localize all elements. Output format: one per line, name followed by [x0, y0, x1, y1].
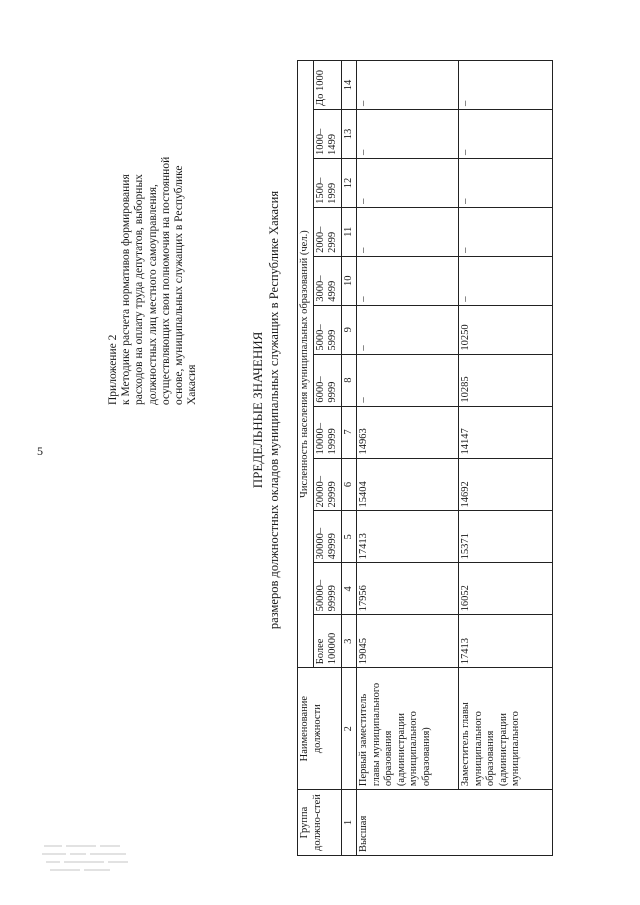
value-cell: 14147: [459, 406, 553, 458]
faded-stamp-mark: [40, 840, 140, 880]
range-header: 5000– 5999: [313, 305, 341, 354]
value-cell: –: [357, 110, 459, 159]
value-cell: 17413: [459, 615, 553, 668]
value-cell: –: [459, 61, 553, 110]
column-number: 14: [341, 61, 357, 110]
group-cell: Высшая: [357, 790, 553, 856]
range-header: Более 100000: [313, 615, 341, 668]
value-cell: –: [459, 158, 553, 207]
column-number: 4: [341, 563, 357, 615]
value-cell: 15404: [357, 458, 459, 511]
range-header: 3000– 4999: [313, 256, 341, 305]
column-number: 10: [341, 256, 357, 305]
value-cell: 19045: [357, 615, 459, 668]
group-header: Группа должно-стей: [298, 790, 342, 856]
value-cell: –: [357, 256, 459, 305]
salary-table: [297, 60, 553, 856]
range-header: 20000– 29999: [313, 458, 341, 511]
value-cell: 15371: [459, 511, 553, 563]
table-row: [357, 61, 459, 856]
column-number: 13: [341, 110, 357, 159]
value-cell: –: [459, 207, 553, 256]
position-cell: Заместитель главы муниципального образования (администрации муниципального: [459, 668, 553, 790]
range-header: 10000– 19999: [313, 406, 341, 458]
value-cell: –: [357, 354, 459, 406]
annex-line: Приложение 2: [107, 334, 119, 405]
value-cell: 14963: [357, 406, 459, 458]
value-cell: –: [459, 110, 553, 159]
value-cell: 10250: [459, 305, 553, 354]
column-number: 9: [341, 305, 357, 354]
value-cell: 16052: [459, 563, 553, 615]
annex-note: [107, 105, 199, 405]
stamp-graphic: [40, 840, 140, 880]
value-cell: –: [357, 305, 459, 354]
value-cell: –: [357, 207, 459, 256]
column-number: 6: [341, 458, 357, 511]
range-header: 50000– 99999: [313, 563, 341, 615]
column-number: 11: [341, 207, 357, 256]
annex-line: Хакасия: [186, 364, 199, 405]
range-header: До 1000: [313, 61, 341, 110]
value-cell: –: [459, 256, 553, 305]
range-header: 1000– 1499: [313, 110, 341, 159]
annex-line: должностных лиц местного самоуправления,: [146, 184, 159, 405]
population-header: Численность населения муниципальных образований (чел.): [298, 61, 314, 668]
header-row: [298, 61, 314, 856]
value-cell: 10285: [459, 354, 553, 406]
range-header: 30000– 49999: [313, 511, 341, 563]
annex-line: к Методике расчета нормативов формирования: [120, 174, 133, 405]
page-number: 5: [37, 444, 43, 458]
value-cell: 17413: [357, 511, 459, 563]
position-header: Наименование должности: [298, 668, 342, 790]
table-row: [459, 61, 553, 856]
column-number: 1: [341, 790, 357, 856]
range-header: 2000– 2999: [313, 207, 341, 256]
column-number: 2: [341, 668, 357, 790]
title-main: ПРЕДЕЛЬНЫЕ ЗНАЧЕНИЯ: [250, 331, 265, 489]
column-number: 8: [341, 354, 357, 406]
column-number: 3: [341, 615, 357, 668]
value-cell: –: [357, 61, 459, 110]
annex-line: расходов на оплату труда депутатов, выборных: [133, 174, 146, 405]
value-cell: 17956: [357, 563, 459, 615]
annex-line: основе, муниципальных служащих в Республике: [173, 165, 186, 405]
range-header: 6000– 9999: [313, 354, 341, 406]
range-header: 1500– 1999: [313, 158, 341, 207]
column-number: 5: [341, 511, 357, 563]
document-title: [250, 130, 282, 690]
column-number: 12: [341, 158, 357, 207]
title-subtitle: размеров должностных окладов муниципальных служащих в Республике Хакасия: [267, 190, 281, 630]
value-cell: –: [357, 158, 459, 207]
column-number-row: [341, 61, 357, 856]
column-number: 7: [341, 406, 357, 458]
position-cell: Первый заместитель главы муниципального образования (администрации муниципального образования): [357, 668, 459, 790]
value-cell: 14692: [459, 458, 553, 511]
annex-line: осуществляющих свои полномочия на постоянной: [159, 156, 172, 405]
